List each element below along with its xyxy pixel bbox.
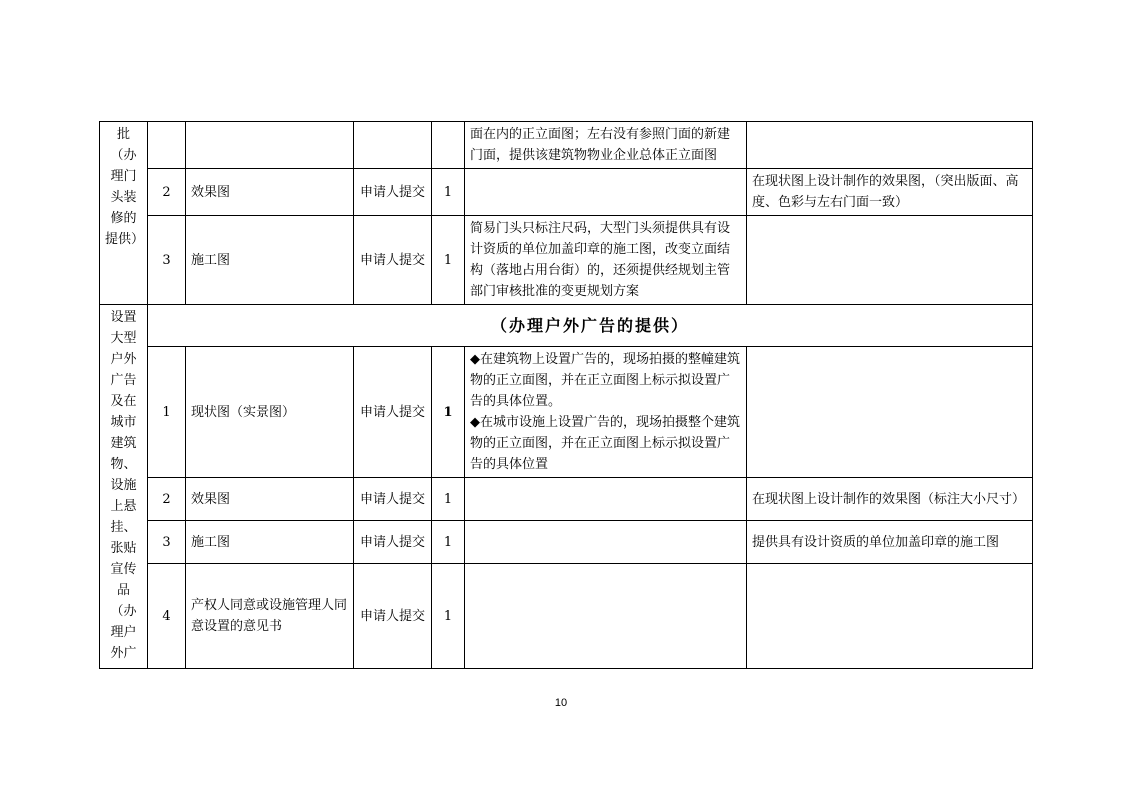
material-source: 申请人提交: [354, 478, 432, 521]
material-name: 效果图: [186, 169, 354, 216]
row-number: 3: [148, 216, 186, 305]
material-note: [747, 216, 1033, 305]
table-row: [100, 122, 1033, 169]
material-requirement: [465, 478, 747, 521]
material-requirement: 简易门头只标注尺码，大型门头须提供具有设计资质的单位加盖印章的施工图，改变立面结构（落地占用台街）的，还须提供经规划主管部门审核批准的变更规划方案: [465, 216, 747, 305]
material-note: 在现状图上设计制作的效果图（标注大小尺寸）: [747, 478, 1033, 521]
requirement-item: ◆在建筑物上设置广告的，现场拍摄的整幢建筑物的正立面图，并在正立面图上标示拟设置广告的具体位置。: [470, 352, 740, 409]
material-copies: 1: [432, 521, 465, 564]
material-requirement: [465, 564, 747, 669]
material-copies: 1: [432, 347, 465, 478]
material-note: [747, 122, 1033, 169]
material-source: 申请人提交: [354, 169, 432, 216]
material-name: 施工图: [186, 216, 354, 305]
material-source: [354, 122, 432, 169]
table-row: [100, 564, 1033, 669]
material-name: 现状图（实景图）: [186, 347, 354, 478]
material-name: 产权人同意或设施管理人同意设置的意见书: [186, 564, 354, 669]
side-category-label: 设置大型户外广告及在城市建筑物、设施上悬挂、张贴宣传品（办理户外广: [100, 305, 148, 669]
material-requirement: [465, 169, 747, 216]
material-copies: 1: [432, 169, 465, 216]
row-number: 1: [148, 347, 186, 478]
table-row: [100, 478, 1033, 521]
material-copies: 1: [432, 216, 465, 305]
material-name: [186, 122, 354, 169]
material-source: 申请人提交: [354, 347, 432, 478]
material-note: 提供具有设计资质的单位加盖印章的施工图: [747, 521, 1033, 564]
material-source: 申请人提交: [354, 521, 432, 564]
material-note: [747, 564, 1033, 669]
row-number: 4: [148, 564, 186, 669]
table-row: [100, 216, 1033, 305]
material-requirement: [465, 347, 747, 478]
row-number: 2: [148, 478, 186, 521]
page-number: 10: [554, 697, 568, 709]
requirement-item: ◆在城市设施上设置广告的，现场拍摄整个建筑物的正立面图，并在正立面图上标示拟设置广告的具体位置: [470, 415, 740, 472]
materials-table: [99, 121, 1033, 669]
material-requirement: [465, 521, 747, 564]
table-row: [100, 521, 1033, 564]
section-header-row: [100, 305, 1033, 347]
row-number: 2: [148, 169, 186, 216]
material-copies: 1: [432, 478, 465, 521]
row-number: [148, 122, 186, 169]
material-note: [747, 347, 1033, 478]
material-copies: 1: [432, 564, 465, 669]
side-category-label: 批（办理门头装修的提供）: [100, 122, 148, 305]
material-requirement: 面在内的正立面图；左右没有参照门面的新建门面，提供该建筑物物业企业总体正立面图: [465, 122, 747, 169]
material-name: 施工图: [186, 521, 354, 564]
table-row: [100, 347, 1033, 478]
material-source: 申请人提交: [354, 216, 432, 305]
material-copies: [432, 122, 465, 169]
material-note: 在现状图上设计制作的效果图，（突出版面、高度、色彩与左右门面一致）: [747, 169, 1033, 216]
table-row: [100, 169, 1033, 216]
material-name: 效果图: [186, 478, 354, 521]
row-number: 3: [148, 521, 186, 564]
section-heading: （办理户外广告的提供）: [148, 305, 1033, 347]
material-source: 申请人提交: [354, 564, 432, 669]
